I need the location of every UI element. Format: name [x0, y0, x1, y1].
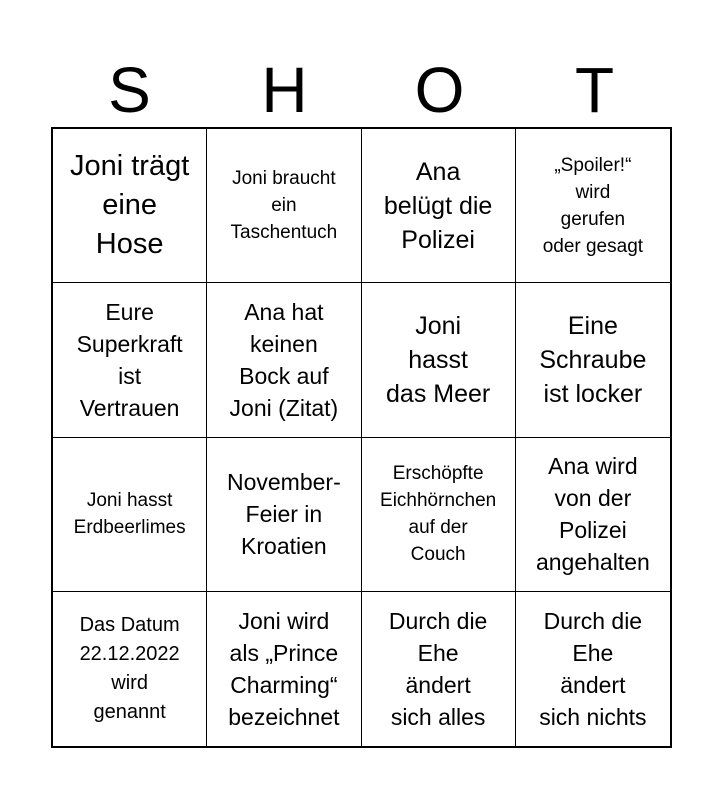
bingo-board: [51, 127, 672, 748]
cell-text: November- Feier in Kroatien: [226, 469, 341, 560]
cell-text: Joni hasst Erdbeerlimes: [73, 490, 186, 539]
bingo-cell-r4c3[interactable]: [362, 592, 516, 746]
cell-text: Ana wird von der Polizei angehalten: [535, 453, 650, 576]
bingo-cell-r1c2[interactable]: [207, 129, 361, 283]
cell-text: Das Datum 22.12.2022 wird genannt: [79, 613, 180, 723]
header-letter-t: T: [574, 53, 615, 126]
bingo-cell-r4c1[interactable]: [53, 592, 207, 746]
header-letter-h: H: [261, 53, 308, 126]
cell-text: Eure Superkraft ist Vertrauen: [76, 298, 183, 421]
bingo-cell-r1c3[interactable]: [362, 129, 516, 283]
bingo-cell-r3c1[interactable]: [53, 438, 207, 592]
bingo-cell-r1c4[interactable]: [516, 129, 670, 283]
bingo-cell-r4c4[interactable]: [516, 592, 670, 746]
cell-text: Joni trägt eine Hose: [69, 150, 190, 261]
bingo-cell-r2c2[interactable]: [207, 283, 361, 437]
cell-text: Eine Schraube ist locker: [539, 311, 647, 408]
bingo-cell-r3c4[interactable]: [516, 438, 670, 592]
bingo-header: [52, 52, 672, 127]
bingo-cell-r2c3[interactable]: [362, 283, 516, 437]
cell-text: Ana belügt die Polizei: [383, 157, 493, 254]
cell-text: Joni braucht ein Taschentuch: [230, 168, 338, 244]
bingo-cell-r2c1[interactable]: [53, 283, 207, 437]
cell-text: „Spoiler!“ wird gerufen oder gesagt: [542, 154, 644, 257]
cell-text: Erschöpfte Eichhörnchen auf der Couch: [380, 463, 497, 566]
bingo-cell-r4c2[interactable]: [207, 592, 361, 746]
bingo-cell-r3c3[interactable]: [362, 438, 516, 592]
cell-text: Joni wird als „Prince Charming“ bezeichnet: [228, 607, 340, 730]
header-letter-o: O: [414, 53, 465, 126]
bingo-cell-r3c2[interactable]: [207, 438, 361, 592]
bingo-cell-r1c1[interactable]: [53, 129, 207, 283]
cell-text: Joni hasst das Meer: [386, 311, 491, 408]
cell-text: Durch die Ehe ändert sich alles: [388, 607, 488, 730]
cell-text: Ana hat keinen Bock auf Joni (Zitat): [229, 298, 339, 421]
cell-text: Durch die Ehe ändert sich nichts: [539, 607, 647, 730]
bingo-cell-r2c4[interactable]: [516, 283, 670, 437]
header-letter-s: S: [108, 53, 151, 126]
